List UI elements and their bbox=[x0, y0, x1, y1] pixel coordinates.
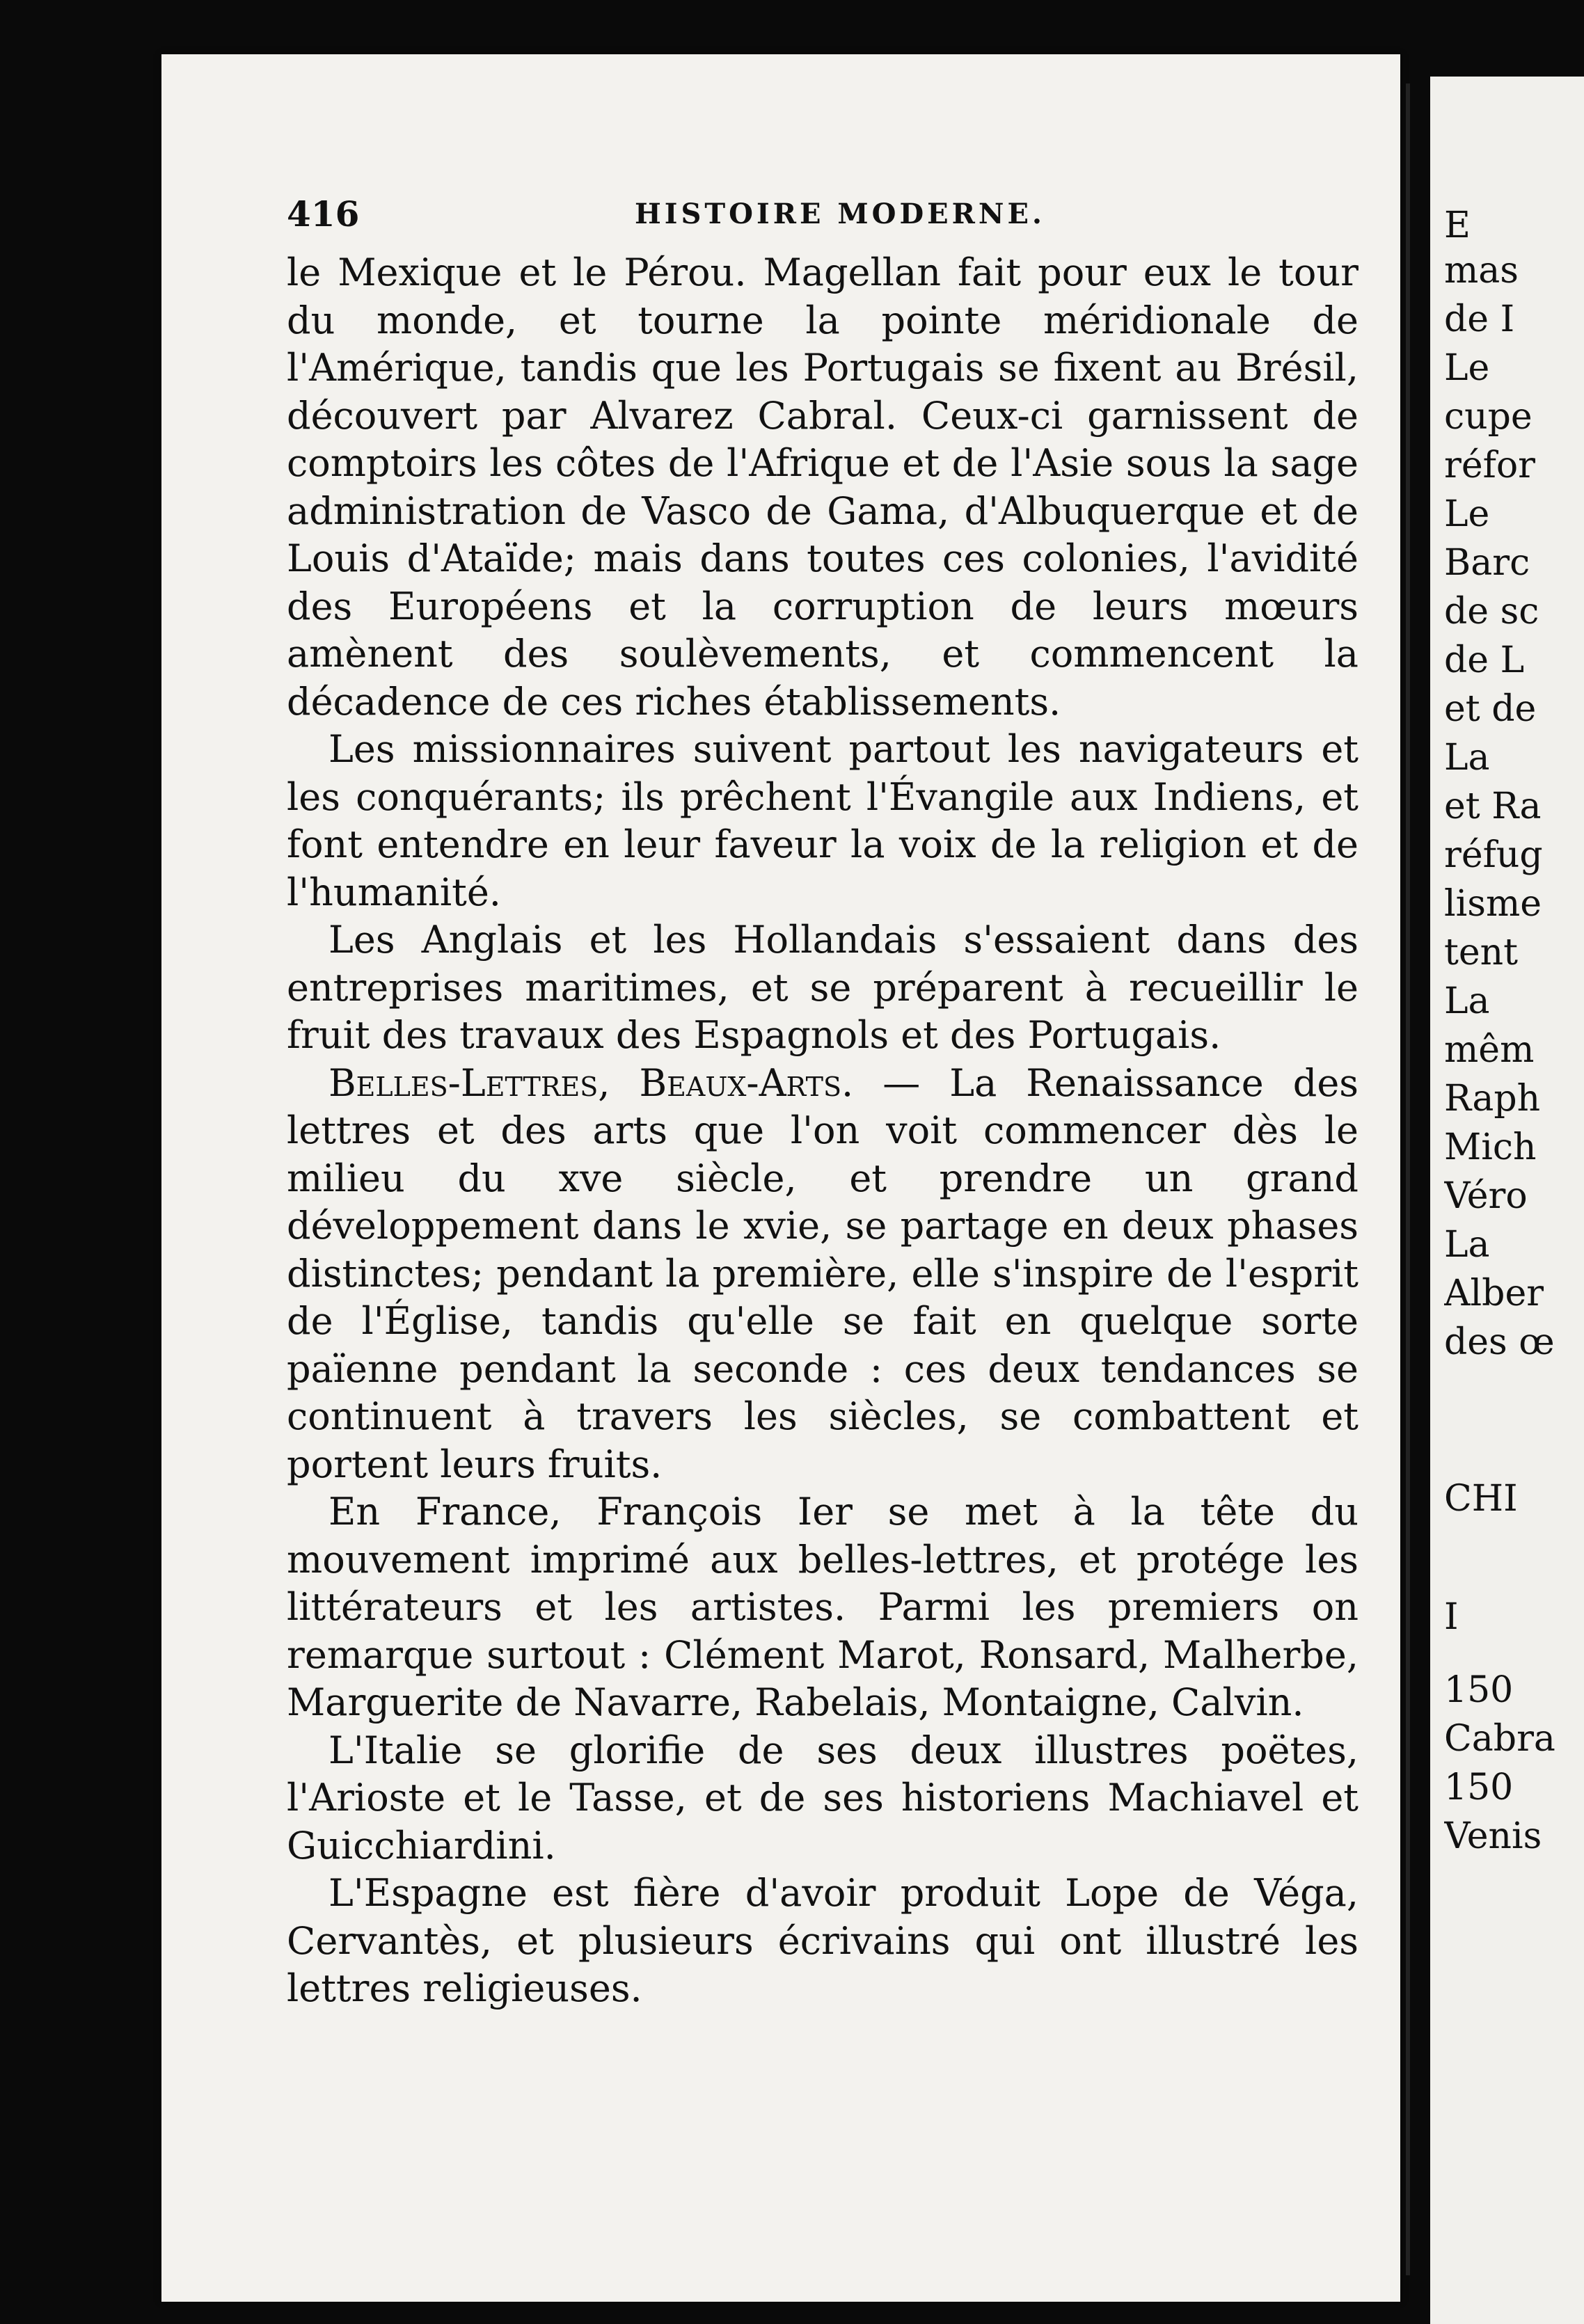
paragraph-7: L'Espagne est fière d'avoir produit Lope de Véga, Cervantès, et plusieurs écrivains qui ont illustré les lettres religieuses. bbox=[287, 1871, 1359, 2010]
facing-page-fragment: Véro bbox=[1444, 1175, 1528, 1217]
facing-page bbox=[1430, 77, 1584, 2324]
facing-page-fragment: de L bbox=[1444, 639, 1525, 681]
paragraph-4-text: — La Renaissance des lettres et des arts que l'on voit commencer dès le milieu du xve siècle, et prendre un grand développement dans le xvie, se partage en deux phases distinctes; pendant la première, elle s'inspire de l'esprit de l'Église, tandis qu'elle se fait en quelque sorte païenne pendant la seconde : ces deux tendances se continuent à travers les siècles, se combattent et portent leurs fruits. bbox=[287, 1060, 1359, 1486]
facing-page-fragment: de I bbox=[1444, 299, 1515, 340]
paragraph-6: L'Italie se glorifie de ses deux illustres poëtes, l'Arioste et le Tasse, et de ses historiens Machiavel et Guicchiardini. bbox=[287, 1728, 1359, 1868]
facing-page-fragment: Raph bbox=[1444, 1078, 1541, 1120]
facing-page-fragment: réfug bbox=[1444, 834, 1543, 876]
facing-page-fragment: La bbox=[1444, 1224, 1490, 1266]
page-header bbox=[287, 193, 1359, 242]
facing-page-fragment: Le bbox=[1444, 347, 1490, 389]
paragraph-2: Les missionnaires suivent partout les navigateurs et les conquérants; ils prêchent l'Évangile aux Indiens, et font entendre en leur faveur la voix de la religion et de l'humanité. bbox=[287, 727, 1359, 914]
section-heading: Belles-Lettres, Beaux-Arts. bbox=[328, 1060, 854, 1105]
book-page bbox=[161, 54, 1400, 2302]
facing-page-fragment: Alber bbox=[1444, 1273, 1544, 1314]
facing-page-fragment: La bbox=[1444, 980, 1490, 1022]
facing-page-fragment: réfor bbox=[1444, 445, 1536, 486]
facing-page-fragment: mêm bbox=[1444, 1029, 1535, 1071]
facing-page-fragment: cupe bbox=[1444, 396, 1532, 438]
facing-page-fragment: des œ bbox=[1444, 1321, 1555, 1363]
body-text bbox=[287, 249, 1359, 2013]
paragraph-1: le Mexique et le Pérou. Magellan fait pour eux le tour du monde, et tourne la pointe méridionale de l'Amérique, tandis que les Portugais se fixent au Brésil, découvert par Alvarez Cabral. Ceux-ci garnissent de comptoirs les côtes de l'Afrique et de l'Asie sous la sage administration de Vasco de Gama, d'Albuquerque et de Louis d'Ataïde; mais dans toutes ces colonies, l'avidité des Européens et la corruption de leurs mœurs amènent des soulèvements, et commencent la décadence de ces riches établissements. bbox=[287, 250, 1359, 724]
paragraph-5: En France, François Ier se met à la tête du mouvement imprimé aux belles-lettres, et protége les littérateurs et les artistes. Parmi les premiers on remarque surtout : Clément Marot, Ronsard, Malherbe, Marguerite de Navarre, Rabelais, Montaigne, Calvin. bbox=[287, 1490, 1359, 1724]
page-gutter bbox=[1406, 83, 1410, 2275]
facing-page-fragment: 150 bbox=[1444, 1669, 1514, 1711]
facing-page-fragment: mas bbox=[1444, 250, 1519, 292]
facing-page-fragment: Mich bbox=[1444, 1127, 1537, 1168]
facing-page-fragment: tent bbox=[1444, 932, 1519, 973]
facing-page-fragment: CHI bbox=[1444, 1478, 1518, 1520]
facing-page-fragment: La bbox=[1444, 737, 1490, 779]
facing-page-fragment: lisme bbox=[1444, 883, 1542, 925]
facing-page-fragment: Venis bbox=[1444, 1815, 1542, 1857]
facing-page-fragment: Le bbox=[1444, 493, 1490, 535]
facing-page-fragment: et de bbox=[1444, 688, 1537, 730]
facing-page-fragment: 150 bbox=[1444, 1767, 1514, 1808]
facing-page-fragment: I bbox=[1444, 1596, 1459, 1638]
paragraph-3: Les Anglais et les Hollandais s'essaient dans des entreprises maritimes, et se préparent à recueillir le fruit des travaux des Espagnols et des Portugais. bbox=[287, 918, 1359, 1057]
facing-page-fragment: et Ra bbox=[1444, 786, 1542, 827]
facing-page-fragment: Barc bbox=[1444, 542, 1530, 584]
facing-page-fragment: E bbox=[1444, 205, 1471, 246]
running-head: HISTOIRE MODERNE. bbox=[635, 198, 1045, 230]
facing-page-fragment: de sc bbox=[1444, 591, 1539, 632]
page-number: 416 bbox=[287, 193, 360, 234]
paragraph-4 bbox=[287, 1060, 1359, 1489]
facing-page-fragment: Cabra bbox=[1444, 1718, 1555, 1760]
